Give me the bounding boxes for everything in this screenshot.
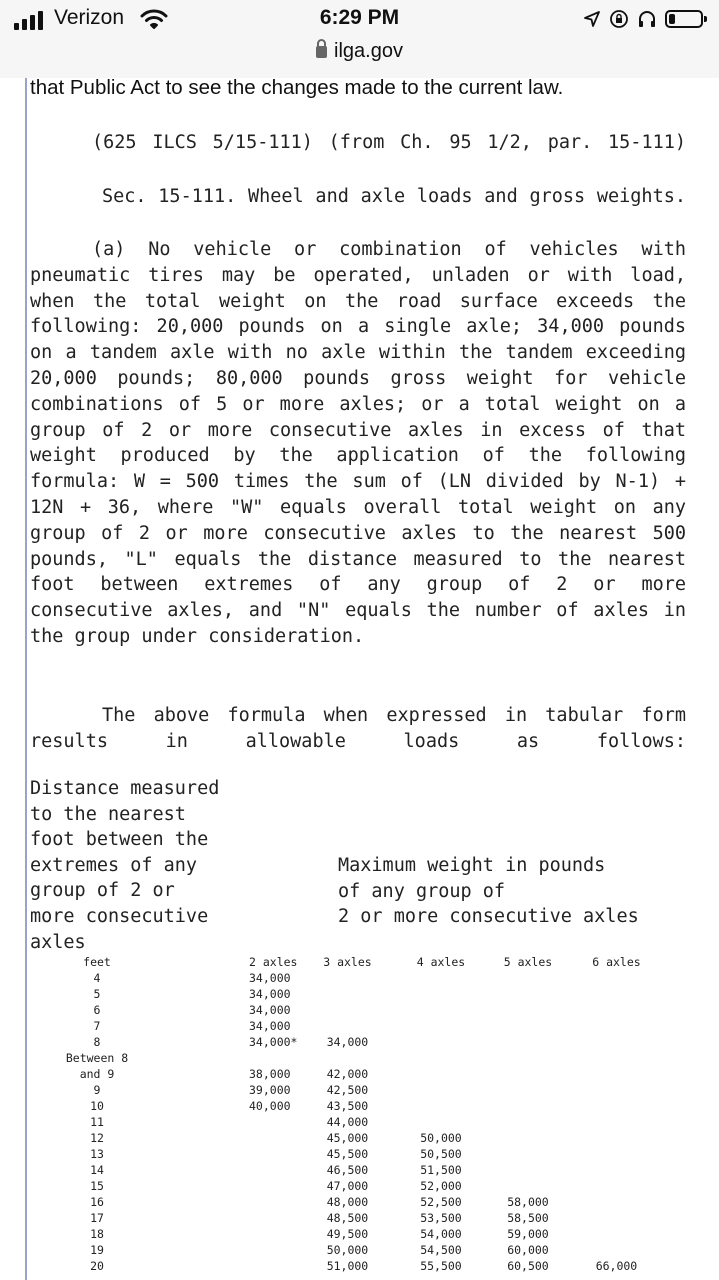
- table-cell: [297, 1002, 397, 1018]
- table-cell: 60,000: [507, 1243, 549, 1257]
- table-row: [27, 1194, 661, 1210]
- table-row: [27, 986, 661, 1002]
- table-cell: 49,500: [326, 1227, 369, 1241]
- table-cell: [397, 1082, 484, 1098]
- paragraph-a: (a) No vehicle or combination of vehicles with pneumatic tires may be operated, unladen or with load, when the total weight on the road surface exceeds the following: 20,000 pounds on a single axle; 34,000 pounds on a tandem axle with no axle within the tandem exceeding 20,000 pounds; 80,000 pounds gross weight for vehicle combinations of 5 or more axles; or a total weight on a group of 2 or more consecutive axles in excess of that weight produced by the application of the following formula: W = 500 times the sum of (LN divided by N-1) + 12N + 36, where "W" equals overall total weight on any group of 2 or more consecutive axles to the nearest 500 pounds, "L" equals the distance measured to the nearest foot between extremes of any group of 2 or more consecutive axles, and "N" equals the number of axles in the group under consideration.: [30, 239, 686, 647]
- table-cell: 59,000: [507, 1227, 549, 1241]
- document-content: [25, 78, 719, 1280]
- table-cell: 51,000: [326, 1259, 369, 1273]
- table-row: [27, 1130, 661, 1146]
- table-cell: [571, 1242, 661, 1258]
- table-cell: [397, 970, 484, 986]
- table-cell: [167, 1178, 297, 1194]
- table-cell: 17: [90, 1211, 104, 1225]
- table-cell: [167, 1050, 297, 1066]
- column-header: 2 axles: [249, 955, 298, 969]
- table-row: [27, 1050, 661, 1066]
- table-cell: 66,000: [595, 1259, 638, 1273]
- table-row: [27, 1098, 661, 1114]
- table-cell: [484, 1178, 571, 1194]
- section-title: Sec. 15-111. Wheel and axle loads and gross weights.: [102, 186, 686, 207]
- table-cell: 12: [90, 1131, 104, 1145]
- table-cell: [571, 970, 661, 986]
- table-cell: 58,000: [507, 1195, 549, 1209]
- table-cell: 50,500: [420, 1147, 462, 1161]
- table-row: [27, 1242, 661, 1258]
- table-cell: [571, 986, 661, 1002]
- table-cell: 48,500: [326, 1211, 369, 1225]
- table-cell: [571, 1050, 661, 1066]
- table-cell: 6: [93, 1003, 101, 1017]
- tabular-intro: The above formula when expressed in tabular form results in allowable loads as follows:: [30, 705, 686, 752]
- table-cell: 16: [90, 1195, 104, 1209]
- table-cell: [571, 1226, 661, 1242]
- table-cell: [571, 1066, 661, 1082]
- table-cell: 53,500: [420, 1211, 462, 1225]
- clock: 6:29 PM: [319, 6, 400, 29]
- table-cell: 39,000: [249, 1083, 291, 1097]
- table-cell: 7: [93, 1019, 101, 1033]
- table-cell: 34,000: [326, 1035, 369, 1049]
- table-cell: [167, 1210, 297, 1226]
- table-row: [27, 1226, 661, 1242]
- table-cell: [571, 1082, 661, 1098]
- table-cell: [571, 1114, 661, 1130]
- table-cell: [484, 1098, 571, 1114]
- status-bar: [0, 0, 719, 78]
- max-weight-header: Maximum weight in pounds of any group of 2 or more consecutive axles: [338, 855, 639, 928]
- table-cell: 45,000: [326, 1131, 369, 1145]
- table-cell: [397, 1066, 484, 1082]
- table-cell: 47,000: [326, 1179, 369, 1193]
- lock-icon: [316, 46, 327, 58]
- table-cell: [484, 1002, 571, 1018]
- table-cell: 34,000*: [249, 1035, 298, 1049]
- table-row: [27, 1034, 661, 1050]
- table-cell: 50,000: [420, 1131, 462, 1145]
- table-cell: [397, 1018, 484, 1034]
- table-cell: 54,000: [420, 1227, 462, 1241]
- headphones-icon: [637, 9, 657, 29]
- table-cell: 58,500: [507, 1211, 549, 1225]
- table-cell: [484, 1082, 571, 1098]
- table-cell: 38,000: [249, 1067, 291, 1081]
- table-cell: 8: [93, 1035, 101, 1049]
- table-cell: [571, 1098, 661, 1114]
- table-cell: [484, 1034, 571, 1050]
- axle-load-table: [27, 954, 661, 1274]
- column-header: 4 axles: [416, 955, 466, 969]
- public-act-note: that Public Act to see the changes made to the current law.: [30, 78, 564, 99]
- table-cell: 13: [90, 1147, 104, 1161]
- table-cell: 34,000: [249, 971, 291, 985]
- table-cell: [397, 1034, 484, 1050]
- table-cell: [571, 1162, 661, 1178]
- table-cell: 4: [93, 971, 101, 985]
- table-cell: [297, 970, 397, 986]
- table-cell: [484, 1066, 571, 1082]
- table-cell: 10: [90, 1099, 104, 1113]
- table-cell: 54,500: [420, 1243, 462, 1257]
- table-cell: 14: [90, 1163, 104, 1177]
- table-cell: [571, 1034, 661, 1050]
- table-cell: [571, 1194, 661, 1210]
- table-cell: [167, 1194, 297, 1210]
- table-cell: 15: [90, 1179, 104, 1193]
- table-cell: [484, 986, 571, 1002]
- table-cell: [484, 1018, 571, 1034]
- table-cell: [484, 1146, 571, 1162]
- table-cell: [167, 1130, 297, 1146]
- table-cell: [297, 1050, 397, 1066]
- table-cell: 18: [90, 1227, 104, 1241]
- table-cell: [397, 1098, 484, 1114]
- table-cell: 60,500: [507, 1259, 549, 1273]
- table-cell: [167, 1162, 297, 1178]
- table-cell: 34,000: [249, 987, 291, 1001]
- table-cell: [571, 1146, 661, 1162]
- address-bar[interactable]: [0, 40, 719, 63]
- distance-header: Distance measured to the nearest foot between the extremes of any group of 2 or more consecutive axles: [30, 778, 220, 953]
- table-row: [27, 970, 661, 986]
- table-cell: 5: [93, 987, 101, 1001]
- table-cell: [484, 1114, 571, 1130]
- table-cell: [484, 1162, 571, 1178]
- column-header: feet: [83, 955, 111, 969]
- table-cell: [571, 1002, 661, 1018]
- table-cell: 9: [93, 1083, 101, 1097]
- table-row: [27, 1146, 661, 1162]
- table-row: [27, 1082, 661, 1098]
- table-cell: 44,000: [326, 1115, 369, 1129]
- table-cell: [397, 1114, 484, 1130]
- table-cell: [397, 986, 484, 1002]
- table-cell: [571, 1130, 661, 1146]
- table-row: [27, 1114, 661, 1130]
- table-cell: [484, 1130, 571, 1146]
- table-cell: 43,500: [326, 1099, 369, 1113]
- location-arrow-icon: [583, 10, 601, 28]
- table-cell: 34,000: [249, 1003, 291, 1017]
- table-cell: [167, 1242, 297, 1258]
- table-cell: [167, 1146, 297, 1162]
- battery-icon: [665, 10, 703, 28]
- table-row: [27, 1210, 661, 1226]
- table-cell: 46,500: [326, 1163, 369, 1177]
- table-cell: 42,500: [326, 1083, 369, 1097]
- table-cell: 55,500: [420, 1259, 462, 1273]
- orientation-lock-icon: [609, 9, 629, 29]
- table-cell: 34,000: [249, 1019, 291, 1033]
- table-row: [27, 1066, 661, 1082]
- table-cell: Between 8: [65, 1051, 129, 1065]
- table-cell: [167, 1114, 297, 1130]
- url-text: ilga.gov: [334, 40, 403, 62]
- table-cell: [571, 1178, 661, 1194]
- table-cell: 50,000: [326, 1243, 369, 1257]
- table-header-row: [27, 954, 661, 970]
- table-cell: 40,000: [249, 1099, 291, 1113]
- table-cell: [484, 1050, 571, 1066]
- column-header: 5 axles: [503, 955, 553, 969]
- table-cell: 48,000: [326, 1195, 369, 1209]
- table-cell: 52,000: [420, 1179, 462, 1193]
- table-cell: 52,500: [420, 1195, 462, 1209]
- table-cell: 42,000: [326, 1067, 369, 1081]
- table-row: [27, 1258, 661, 1274]
- column-header: 6 axles: [592, 955, 641, 969]
- table-cell: [167, 1226, 297, 1242]
- table-row: [27, 1162, 661, 1178]
- table-cell: and 9: [79, 1067, 115, 1081]
- table-cell: 51,500: [420, 1163, 462, 1177]
- column-header: 3 axles: [323, 955, 372, 969]
- table-cell: [397, 1002, 484, 1018]
- table-cell: [297, 1018, 397, 1034]
- table-cell: 20: [90, 1259, 104, 1273]
- table-cell: [571, 1210, 661, 1226]
- carrier-name: Verizon: [54, 6, 125, 29]
- statute-citation: (625 ILCS 5/15-111) (from Ch. 95 1/2, par. 15-111): [92, 132, 686, 153]
- table-cell: 11: [90, 1115, 104, 1129]
- table-cell: [297, 986, 397, 1002]
- table-row: [27, 1178, 661, 1194]
- table-cell: [484, 970, 571, 986]
- table-cell: 19: [90, 1243, 104, 1257]
- table-cell: [571, 1018, 661, 1034]
- table-row: [27, 1002, 661, 1018]
- table-cell: [167, 1258, 297, 1274]
- table-cell: 45,500: [326, 1147, 369, 1161]
- table-cell: [397, 1050, 484, 1066]
- table-row: [27, 1018, 661, 1034]
